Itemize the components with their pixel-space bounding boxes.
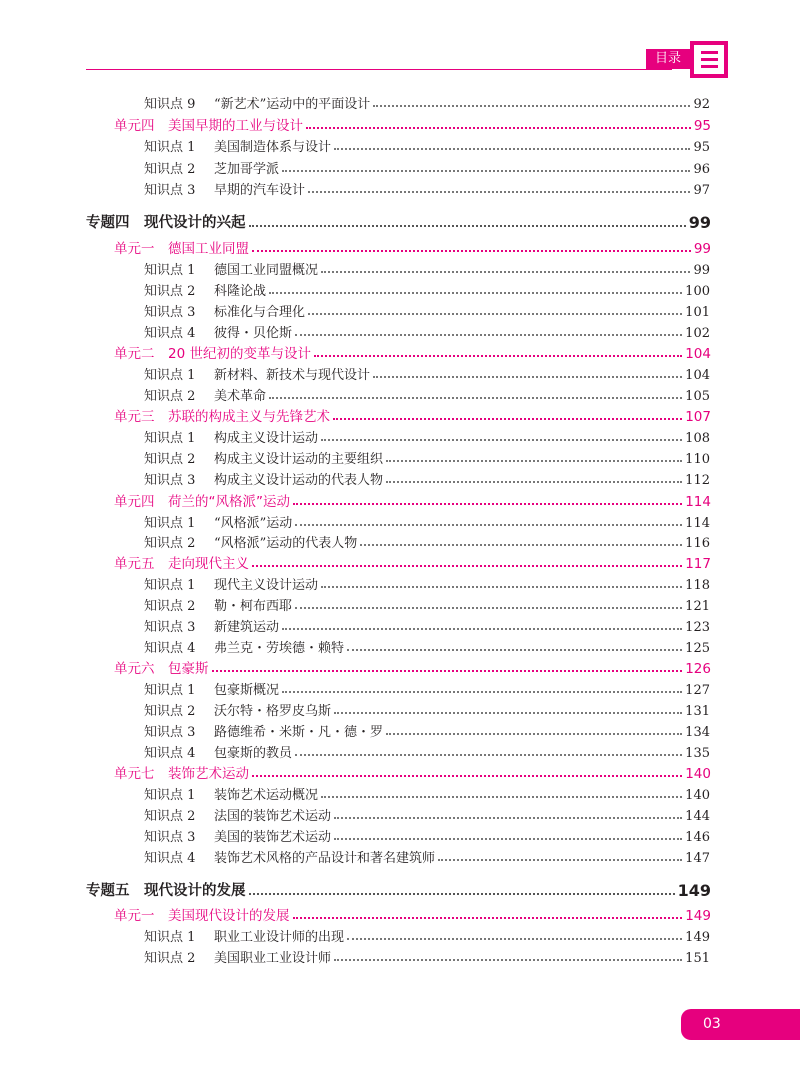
entry-number: 知识点 4: [144, 326, 196, 341]
entry-number: 单元七: [114, 766, 155, 782]
dot-leader: [212, 670, 683, 672]
toc-knowledge-point-entry[interactable]: [144, 135, 710, 155]
entry-title: 芝加哥学派: [214, 162, 280, 177]
entry-label: [144, 616, 279, 635]
entry-number: 知识点 2: [144, 536, 196, 551]
entry-number: 单元六: [114, 661, 155, 677]
entry-title: 装饰艺术运动概况: [214, 788, 319, 803]
entry-number: 知识点 3: [144, 725, 196, 740]
toc-topic-entry[interactable]: [86, 212, 711, 232]
entry-label: [144, 280, 266, 299]
entry-page-number: 149: [685, 908, 711, 924]
entry-title: 弗兰克・劳埃德・赖特: [214, 641, 345, 656]
entry-number: 单元二: [114, 346, 155, 362]
entry-page-number: 117: [685, 556, 711, 572]
entry-number: 专题五: [86, 883, 130, 899]
entry-label: [144, 364, 370, 383]
entry-page-number: 149: [685, 930, 710, 945]
entry-number: 知识点 2: [144, 809, 196, 824]
entry-number: 知识点 4: [144, 746, 196, 761]
toc-knowledge-point-entry[interactable]: [144, 258, 710, 278]
toc-knowledge-point-entry[interactable]: [144, 720, 710, 740]
toc-knowledge-point-entry[interactable]: [144, 804, 710, 824]
entry-label: [144, 805, 331, 824]
entry-page-number: 108: [685, 431, 710, 446]
entry-number: 知识点 4: [144, 641, 196, 656]
dot-leader: [293, 917, 683, 919]
dot-leader: [249, 225, 686, 227]
entry-page-number: 123: [685, 620, 710, 635]
entry-number: 知识点 2: [144, 389, 196, 404]
entry-label: [144, 700, 331, 719]
entry-title: 标准化与合理化: [214, 305, 306, 320]
dot-leader: [334, 712, 682, 714]
toc-knowledge-point-entry[interactable]: [144, 783, 710, 803]
dot-leader: [334, 148, 690, 150]
entry-page-number: 99: [688, 213, 711, 232]
entry-page-number: 114: [685, 494, 711, 510]
dot-leader: [321, 586, 682, 588]
dot-leader: [386, 460, 682, 462]
toc-knowledge-point-entry[interactable]: [144, 363, 710, 383]
entry-label: [114, 762, 249, 782]
entry-number: 知识点 1: [144, 578, 196, 593]
entry-label: [144, 427, 318, 446]
entry-title: 包豪斯的教员: [214, 746, 293, 761]
dot-leader: [334, 959, 682, 961]
dot-leader: [321, 439, 682, 441]
entry-number: 知识点 2: [144, 162, 196, 177]
entry-title: 美国的装饰艺术运动: [214, 830, 332, 845]
toc-unit-entry[interactable]: [114, 904, 711, 924]
toc-knowledge-point-entry[interactable]: [144, 384, 710, 404]
dot-leader: [386, 733, 682, 735]
dot-leader: [252, 565, 682, 567]
dot-leader: [373, 376, 682, 378]
entry-label: [144, 93, 370, 112]
entry-page-number: 144: [685, 809, 710, 824]
toc-knowledge-point-entry[interactable]: [144, 846, 710, 866]
entry-title: 职业工业设计师的出现: [214, 930, 345, 945]
entry-number: 知识点 1: [144, 930, 196, 945]
entry-title: 装饰艺术风格的产品设计和著名建筑师: [214, 851, 436, 866]
header-rule: [86, 69, 672, 70]
dot-leader: [333, 418, 682, 420]
dot-leader: [360, 544, 682, 546]
entry-page-number: 147: [685, 851, 710, 866]
entry-label: [144, 721, 383, 740]
dot-leader: [347, 938, 682, 940]
dot-leader: [295, 524, 682, 526]
entry-page-number: 151: [685, 951, 710, 966]
entry-title: 德国工业同盟概况: [214, 263, 319, 278]
dot-leader: [282, 170, 690, 172]
toc-knowledge-point-entry[interactable]: [144, 426, 710, 446]
entry-label: [144, 637, 344, 656]
entry-label: [144, 259, 318, 278]
entry-page-number: 99: [693, 241, 711, 257]
entry-page-number: 100: [685, 284, 710, 299]
entry-label: [114, 904, 290, 924]
entry-number: 知识点 2: [144, 452, 196, 467]
entry-number: 知识点 3: [144, 830, 196, 845]
entry-page-number: 101: [685, 305, 710, 320]
entry-page-number: 97: [693, 183, 710, 198]
toc-knowledge-point-entry[interactable]: [144, 573, 710, 593]
entry-page-number: 149: [677, 881, 711, 900]
entry-label: [144, 469, 383, 488]
entry-number: 知识点 1: [144, 431, 196, 446]
entry-number: 知识点 3: [144, 473, 196, 488]
entry-page-number: 121: [685, 599, 710, 614]
entry-label: [144, 136, 331, 155]
entry-label: [144, 385, 266, 404]
entry-title: 构成主义设计运动的主要组织: [214, 452, 384, 467]
toc-knowledge-point-entry[interactable]: [144, 321, 710, 341]
entry-number: 知识点 1: [144, 368, 196, 383]
dot-leader: [321, 796, 682, 798]
entry-number: 知识点 4: [144, 851, 196, 866]
toc-knowledge-point-entry[interactable]: [144, 615, 710, 635]
entry-title: 美国现代设计的发展: [168, 908, 290, 924]
dot-leader: [308, 313, 682, 315]
dot-leader: [252, 775, 682, 777]
entry-page-number: 105: [685, 389, 710, 404]
toc-knowledge-point-entry[interactable]: [144, 531, 710, 551]
entry-page-number: 140: [685, 788, 710, 803]
toc-knowledge-point-entry[interactable]: [144, 946, 710, 966]
entry-title: 新材料、新技术与现代设计: [214, 368, 371, 383]
book-icon: [690, 41, 728, 78]
toc-knowledge-point-entry[interactable]: [144, 300, 710, 320]
entry-page-number: 110: [685, 452, 710, 467]
dot-leader: [347, 649, 682, 651]
toc-knowledge-point-entry[interactable]: [144, 825, 710, 845]
dot-leader: [252, 250, 691, 252]
entry-page-number: 126: [685, 661, 711, 677]
entry-title: 德国工业同盟: [168, 241, 249, 257]
entry-page-number: 95: [693, 118, 711, 134]
entry-number: 单元五: [114, 556, 155, 572]
entry-title: 构成主义设计运动: [214, 431, 319, 446]
entry-label: [144, 926, 344, 945]
dot-leader: [386, 481, 682, 483]
entry-page-number: 104: [685, 346, 711, 362]
entry-label: [144, 826, 331, 845]
entry-title: 彼得・贝伦斯: [214, 326, 293, 341]
toc-knowledge-point-entry[interactable]: [144, 636, 710, 656]
entry-title: “新艺术”运动中的平面设计: [214, 97, 371, 112]
entry-label: [144, 512, 292, 531]
entry-label: [144, 742, 292, 761]
toc-knowledge-point-entry[interactable]: [144, 468, 710, 488]
dot-leader: [334, 838, 682, 840]
dot-leader: [293, 503, 682, 505]
dot-leader: [295, 754, 682, 756]
toc-unit-entry[interactable]: [114, 237, 711, 257]
toc-knowledge-point-entry[interactable]: [144, 741, 710, 761]
entry-label: [86, 211, 246, 232]
entry-label: [86, 879, 246, 900]
entry-number: 单元四: [114, 118, 155, 134]
entry-label: [114, 657, 209, 677]
dot-leader: [282, 691, 682, 693]
dot-leader: [334, 817, 682, 819]
entry-page-number: 116: [685, 536, 710, 551]
entry-title: 装饰艺术运动: [168, 766, 249, 782]
entry-label: [144, 847, 435, 866]
toc-unit-entry[interactable]: [114, 762, 711, 782]
entry-number: 知识点 1: [144, 140, 196, 155]
entry-label: [144, 679, 279, 698]
dot-leader: [282, 628, 682, 630]
entry-label: [144, 179, 305, 198]
entry-page-number: 104: [685, 368, 710, 383]
dot-leader: [295, 607, 682, 609]
entry-page-number: 92: [693, 97, 710, 112]
entry-label: [114, 237, 249, 257]
entry-label: [144, 158, 279, 177]
entry-number: 知识点 9: [144, 97, 196, 112]
entry-title: 20 世纪初的变革与设计: [168, 346, 311, 362]
entry-label: [144, 574, 318, 593]
entry-title: 早期的汽车设计: [214, 183, 306, 198]
entry-page-number: 146: [685, 830, 710, 845]
entry-title: 现代设计的发展: [144, 883, 246, 899]
entry-page-number: 140: [685, 766, 711, 782]
toc-knowledge-point-entry[interactable]: [144, 447, 710, 467]
toc-unit-entry[interactable]: [114, 552, 711, 572]
toc-knowledge-point-entry[interactable]: [144, 699, 710, 719]
toc-unit-entry[interactable]: [114, 405, 711, 425]
toc-knowledge-point-entry[interactable]: [144, 594, 710, 614]
entry-title: 美国制造体系与设计: [214, 140, 332, 155]
page-number: 03: [681, 1009, 800, 1040]
entry-title: 包豪斯概况: [214, 683, 280, 698]
dot-leader: [314, 355, 682, 357]
entry-number: 单元三: [114, 409, 155, 425]
entry-title: 法国的装饰艺术运动: [214, 809, 332, 824]
toc-unit-entry[interactable]: [114, 657, 711, 677]
dot-leader: [269, 397, 682, 399]
entry-title: 现代设计的兴起: [144, 215, 246, 231]
entry-title: 荷兰的“风格派”运动: [168, 494, 290, 510]
header-tag: 目录: [646, 49, 690, 69]
entry-label: [114, 405, 330, 425]
entry-number: 单元一: [114, 908, 155, 924]
entry-title: 走向现代主义: [168, 556, 249, 572]
entry-title: 路德维希・米斯・凡・德・罗: [214, 725, 384, 740]
entry-number: 知识点 2: [144, 951, 196, 966]
entry-title: 沃尔特・格罗皮乌斯: [214, 704, 332, 719]
entry-page-number: 95: [693, 140, 710, 155]
dot-leader: [306, 127, 691, 129]
entry-label: [144, 784, 318, 803]
entry-number: 单元一: [114, 241, 155, 257]
entry-number: 知识点 3: [144, 305, 196, 320]
entry-label: [144, 532, 357, 551]
entry-page-number: 125: [685, 641, 710, 656]
dot-leader: [321, 271, 690, 273]
entry-title: 美国早期的工业与设计: [168, 118, 303, 134]
entry-page-number: 102: [685, 326, 710, 341]
entry-page-number: 131: [685, 704, 710, 719]
toc-knowledge-point-entry[interactable]: [144, 178, 710, 198]
toc-knowledge-point-entry[interactable]: [144, 279, 710, 299]
entry-title: “风格派”运动的代表人物: [214, 536, 358, 551]
entry-number: 单元四: [114, 494, 155, 510]
entry-title: 构成主义设计运动的代表人物: [214, 473, 384, 488]
entry-title: 包豪斯: [168, 661, 209, 677]
entry-label: [114, 552, 249, 572]
entry-number: 知识点 3: [144, 620, 196, 635]
toc-knowledge-point-entry[interactable]: [144, 511, 710, 531]
toc-knowledge-point-entry[interactable]: [144, 157, 710, 177]
entry-number: 知识点 2: [144, 284, 196, 299]
dot-leader: [438, 859, 682, 861]
toc-knowledge-point-entry[interactable]: [144, 925, 710, 945]
entry-number: 专题四: [86, 215, 130, 231]
entry-page-number: 96: [693, 162, 710, 177]
entry-label: [114, 342, 311, 362]
entry-label: [144, 448, 383, 467]
entry-title: 新建筑运动: [214, 620, 280, 635]
entry-number: 知识点 2: [144, 599, 196, 614]
dot-leader: [295, 334, 682, 336]
entry-title: “风格派”运动: [214, 516, 293, 531]
entry-page-number: 112: [685, 473, 710, 488]
entry-number: 知识点 1: [144, 516, 196, 531]
entry-label: [114, 490, 290, 510]
dot-leader: [269, 292, 682, 294]
entry-number: 知识点 2: [144, 704, 196, 719]
entry-number: 知识点 3: [144, 183, 196, 198]
entry-number: 知识点 1: [144, 683, 196, 698]
toc-topic-entry[interactable]: [86, 880, 711, 900]
entry-page-number: 114: [685, 516, 710, 531]
entry-page-number: 134: [685, 725, 710, 740]
entry-title: 勒・柯布西耶: [214, 599, 293, 614]
entry-title: 美术革命: [214, 389, 267, 404]
dot-leader: [249, 893, 675, 895]
toc-unit-entry[interactable]: [114, 114, 711, 134]
entry-number: 知识点 1: [144, 788, 196, 803]
toc-unit-entry[interactable]: [114, 490, 711, 510]
entry-label: [114, 114, 303, 134]
entry-page-number: 107: [685, 409, 711, 425]
entry-label: [144, 595, 292, 614]
entry-label: [144, 947, 331, 966]
dot-leader: [308, 191, 690, 193]
entry-page-number: 135: [685, 746, 710, 761]
entry-page-number: 118: [685, 578, 710, 593]
entry-title: 现代主义设计运动: [214, 578, 319, 593]
entry-title: 苏联的构成主义与先锋艺术: [168, 409, 330, 425]
dot-leader: [373, 105, 690, 107]
toc-knowledge-point-entry[interactable]: [144, 92, 710, 112]
entry-page-number: 99: [693, 263, 710, 278]
entry-label: [144, 301, 305, 320]
toc-knowledge-point-entry[interactable]: [144, 678, 710, 698]
entry-title: 科隆论战: [214, 284, 267, 299]
toc-unit-entry[interactable]: [114, 342, 711, 362]
entry-label: [144, 322, 292, 341]
entry-page-number: 127: [685, 683, 710, 698]
entry-title: 美国职业工业设计师: [214, 951, 332, 966]
entry-number: 知识点 1: [144, 263, 196, 278]
